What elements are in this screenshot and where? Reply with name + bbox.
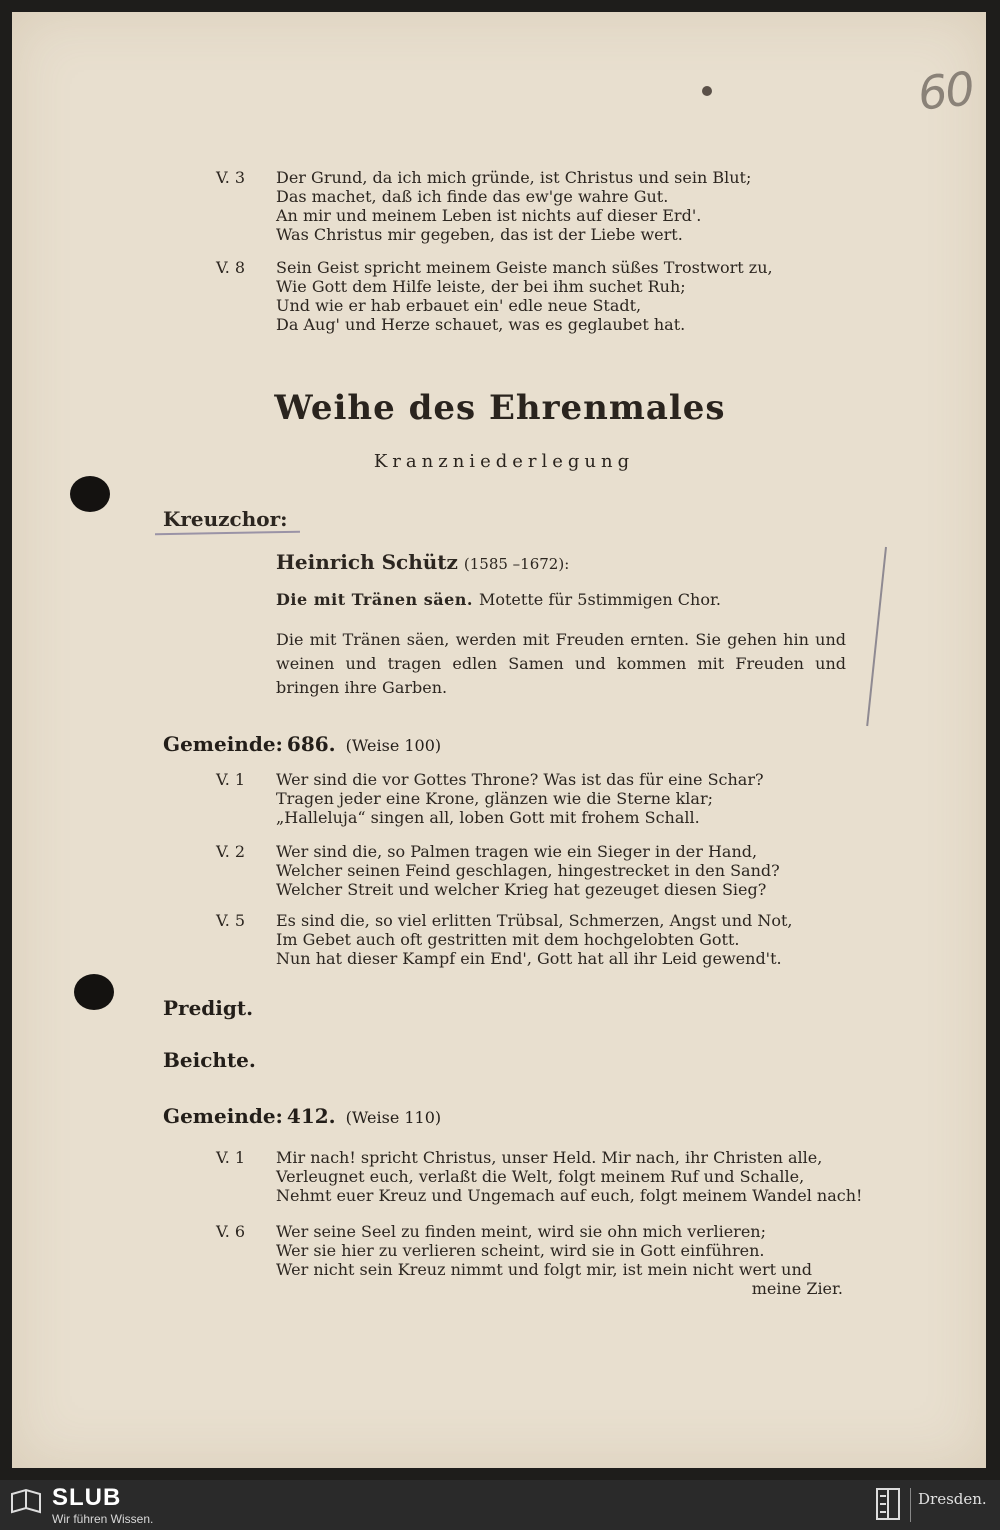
motet-description: Motette für 5stimmigen Chor. bbox=[478, 590, 721, 609]
composer-name: Heinrich Schütz bbox=[276, 550, 458, 574]
motet-line bbox=[276, 590, 721, 609]
page-number: 60 bbox=[915, 61, 976, 121]
composer-dates: (1585 –1672): bbox=[463, 555, 570, 573]
kreuzchor-heading: Kreuzchor: bbox=[163, 507, 288, 531]
gemeinde-686-heading: Gemeinde: 686. (Weise 100) bbox=[163, 732, 442, 756]
beichte-heading: Beichte. bbox=[163, 1048, 256, 1072]
footer-tagline: Wir führen Wissen. bbox=[52, 1512, 154, 1526]
slub-logo-icon bbox=[10, 1488, 42, 1516]
dresden-crest-icon bbox=[876, 1488, 900, 1520]
footer-divider bbox=[910, 1488, 911, 1522]
footer-logo-text[interactable]: SLUB bbox=[52, 1484, 122, 1511]
page-title: Weihe des Ehrenmales bbox=[274, 388, 726, 428]
pencil-margin-line bbox=[866, 547, 887, 726]
motet-title: Die mit Tränen säen. bbox=[276, 590, 473, 609]
motet-text: Die mit Tränen säen, werden mit Freuden ernten. Sie gehen hin und weinen und tragen edlen Samen und kommen mit Freuden und bringen ihre Garben. bbox=[276, 630, 846, 697]
gemeinde-412-heading: Gemeinde: 412. (Weise 110) bbox=[163, 1104, 442, 1128]
paper-speck bbox=[702, 86, 712, 96]
footer-city[interactable]: Dresden. bbox=[918, 1490, 987, 1508]
page-subtitle: Kranzniederlegung bbox=[373, 451, 635, 472]
predigt-heading: Predigt. bbox=[163, 996, 254, 1020]
punch-hole bbox=[74, 974, 114, 1010]
footer-bar bbox=[0, 1480, 1000, 1530]
punch-hole bbox=[70, 476, 110, 512]
composer-line bbox=[276, 550, 569, 574]
